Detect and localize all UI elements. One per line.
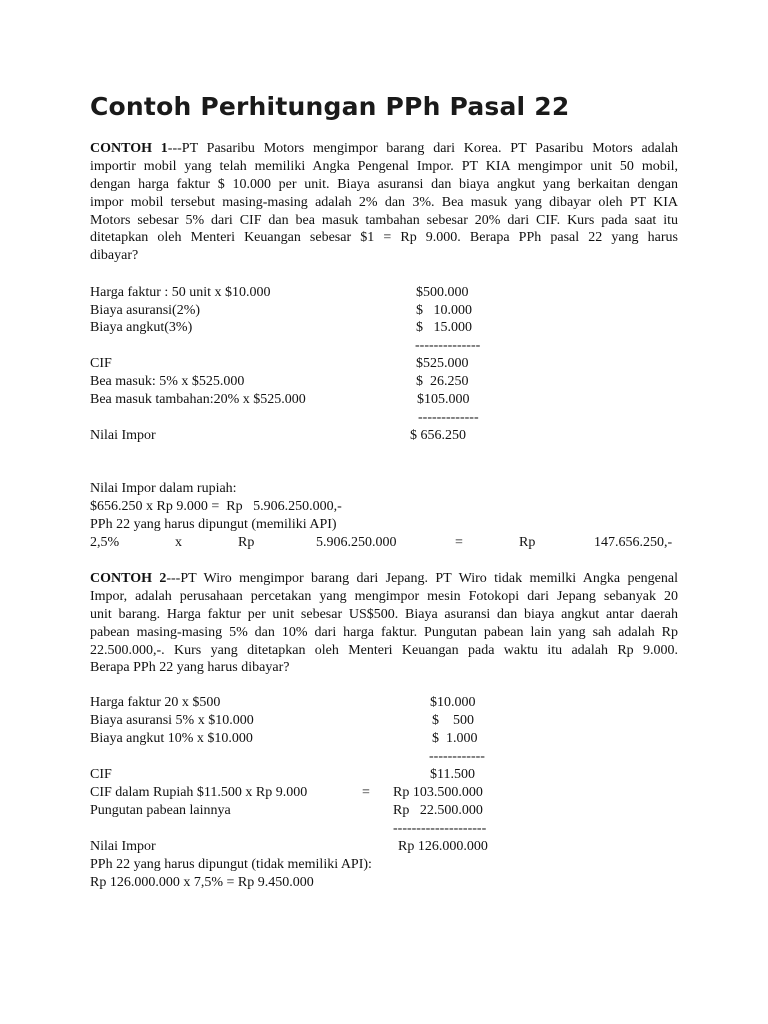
table-row: Biaya asuransi 5% x $10.000 $ 500 — [90, 713, 474, 728]
paragraph-line: impor mobil tersebut masing-masing adalah 2% dan 3%. Bea masuk yang dibayar oleh PT KIA — [90, 194, 678, 210]
paragraph-line: importir mobil yang telah memiliki Angka Pengenal Impor. PT KIA mengimpor unit 50 mobil, — [90, 158, 678, 174]
contoh1-lead: CONTOH 1 — [90, 141, 168, 156]
page-title: Contoh Perhitungan PPh Pasal 22 — [90, 92, 570, 121]
pph-calculation: Rp 126.000.000 x 7,5% = Rp 9.450.000 — [90, 875, 314, 890]
table-row: Pungutan pabean lainnya Rp 22.500.000 — [90, 803, 483, 818]
pph-calculation: 2,5% x Rp 5.906.250.000 = Rp 147.656.250,- — [90, 535, 673, 550]
table-row: Nilai Impor Rp 126.000.000 — [90, 839, 488, 854]
table-row: Biaya angkut(3%) $ 15.000 — [90, 320, 472, 335]
contoh2-paragraph — [90, 570, 678, 677]
table-row: Bea masuk: 5% x $525.000 $ 26.250 — [90, 374, 469, 389]
table-row: Harga faktur 20 x $500 $10.000 — [90, 695, 476, 710]
table-row: CIF dalam Rupiah $11.500 x Rp 9.000 = Rp 103.500.000 — [90, 785, 483, 800]
contoh2-lead: CONTOH 2 — [90, 571, 167, 586]
table-row: Nilai Impor $ 656.250 — [90, 428, 466, 443]
pph-label: PPh 22 yang harus dipungut (tidak memiliki API): — [90, 857, 372, 872]
table-row: Biaya asuransi(2%) $ 10.000 — [90, 303, 472, 318]
contoh1-paragraph — [90, 140, 678, 265]
paragraph-line: 22.500.000,-. Kurs yang ditetapkan oleh Menteri Keuangan pada waktu itu adalah Rp 9.000. — [90, 642, 678, 658]
paragraph-line: unit barang. Harga faktur per unit sebesar US$500. Biaya asuransi dan biaya angkut antar daerah — [90, 606, 678, 622]
paragraph-line: CONTOH 1---PT Pasaribu Motors mengimpor barang dari Korea. PT Pasaribu Motors adalah — [90, 141, 678, 156]
paragraph-line: Motors sebesar 5% dari CIF dan bea masuk tambahan sebesar 20% dari CIF. Kurs pada saat itu — [90, 212, 678, 228]
table-row: CIF $525.000 — [90, 356, 469, 371]
rupiah-conversion: $656.250 x Rp 9.000 = Rp 5.906.250.000,- — [90, 499, 342, 514]
paragraph-line: dengan harga faktur $ 10.000 per unit. Biaya asuransi dan biaya angkut yang berkaitan dengan — [90, 176, 678, 192]
paragraph-line: Berapa PPh 22 yang harus dibayar? — [90, 660, 290, 676]
paragraph-line: dibayar? — [90, 248, 139, 264]
paragraph-line: pabean masing-masing 5% dan 10% dari harga faktur. Pungutan pabean lain yang sah adalah Rp — [90, 624, 678, 640]
table-row: CIF $11.500 — [90, 767, 475, 782]
table-row: Bea masuk tambahan:20% x $525.000 $105.000 — [90, 392, 470, 407]
paragraph-line: Impor, adalah perusahaan percetakan yang mengimpor mesin Fotokopi dari Jepang sebanyak 20 — [90, 588, 678, 604]
rupiah-heading: Nilai Impor dalam rupiah: — [90, 481, 237, 496]
paragraph-line: CONTOH 2---PT Wiro mengimpor barang dari Jepang. PT Wiro tidak memilki Angka pengenal — [90, 571, 679, 586]
table-row: Harga faktur : 50 unit x $10.000 $500.000 — [90, 285, 469, 300]
table-row: Biaya angkut 10% x $10.000 $ 1.000 — [90, 731, 478, 746]
pph-label: PPh 22 yang harus dipungut (memiliki API) — [90, 517, 337, 532]
document-page: Contoh Perhitungan PPh Pasal 22 CONTOH 1---PT Pasaribu Motors mengimpor barang dari Korea. PT Pasaribu Motors adalah importir mobil yang telah memiliki Angka Pengenal Impor. PT KIA mengimpor unit 50 mobil, dengan harga faktur $ 10.000 per unit. Biaya asuransi dan biaya angkut yang berkaitan dengan impor mobil tersebut masing-masing adalah 2% dan 3%. Bea masuk yang dibayar oleh PT KIA Motors sebesar 5% dari CIF dan bea masuk tambahan sebesar 20% dari CIF. Kurs pada saat itu ditetapkan oleh Menteri Keuangan sebesar $1 = Rp 9.000. Berapa PPh pasal 22 yang harus dibayar? Harga faktur : 50 unit x $10.000 $500.000 Biaya asuransi(2%) $ 10.000 Biaya angkut(3%) $ 15.000 -------------- CIF $525.000 Bea masuk: 5% x $525.000 $ 26.250 Bea masuk tambahan:20% x $525.000 $105.000 ------------- Nilai Impor $ 656.250 Nilai Impor dalam rupiah: $656.250 x Rp 9.000 = Rp 5.906.250.000,- PPh 22 yang harus dipungut (memiliki API) 2,5% x Rp 5.906.250.000 = Rp 147.656.250,- CONTOH 2---PT Wiro mengimpor barang dari Jepang. PT Wiro tidak memilki Angka pengenal Impor, adalah perusahaan percetakan yang mengimpor mesin Fotokopi dari Jepang sebanyak 20 unit barang. Harga faktur per unit sebesar US$500. Biaya asuransi dan biaya angkut antar daerah pabean masing-masing 5% dan 10% dari harga faktur. Pungutan pabean lain yang sah adalah Rp 22.500.000,-. Kurs yang ditetapkan oleh Menteri Keuangan pada waktu itu adalah Rp 9.000. Berapa PPh 22 yang harus dibayar? Harga faktur 20 x $500 $10.000 Biaya asuransi 5% x $10.000 $ 500 Biaya angkut 10% x $10.000 $ 1.000 ------------ CIF $11.500 CIF dalam Rupiah $11.500 x Rp 9.000 = Rp 103.500.000 Pungutan pabean lainnya Rp 22.500.000 -------------------- Nilai Impor Rp 126.000.000 PPh 22 yang harus dipungut (tidak memiliki API): Rp 126.000.000 x 7,5% = Rp 9.450.000 — [0, 0, 768, 1024]
paragraph-line: ditetapkan oleh Menteri Keuangan sebesar $1 = Rp 9.000. Berapa PPh pasal 22 yang harus — [90, 230, 678, 246]
